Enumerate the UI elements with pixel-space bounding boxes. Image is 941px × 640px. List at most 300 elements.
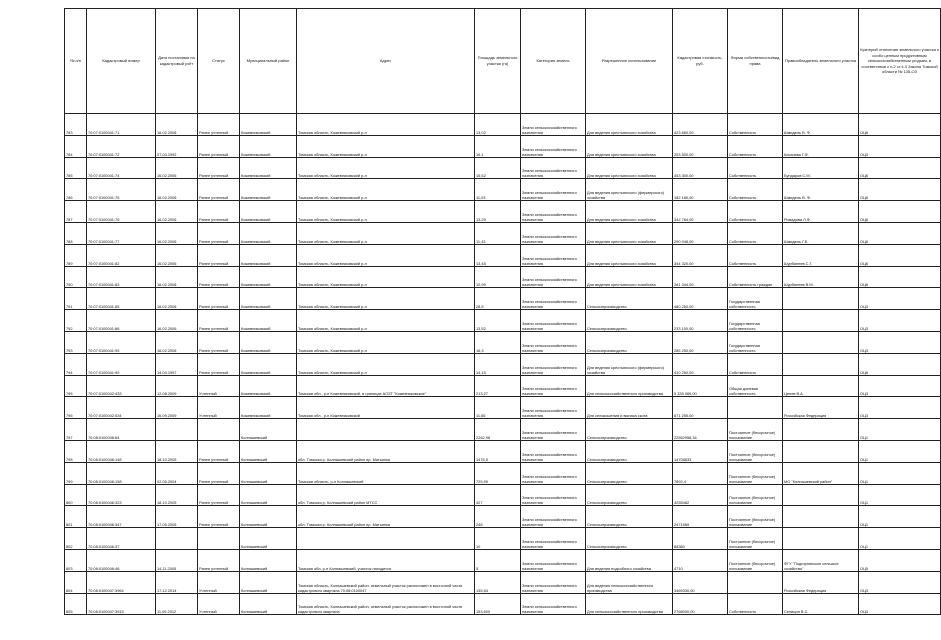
registration-date-cell: 02.05.2004 <box>156 462 198 484</box>
area-cell: 135,54 <box>475 571 521 593</box>
land-category-cell: Земли сельскохозяйственного назначения <box>521 157 586 179</box>
ownership-form-cell: Собственность <box>728 353 783 375</box>
registration-date-cell: 16.02.2006 <box>156 288 198 310</box>
district-cell: Колпашевский <box>240 549 297 571</box>
address-cell: Томская область, Кожевниковский р-н <box>297 288 475 310</box>
table-row <box>65 397 941 419</box>
cadastral-value-cell: 344 320,00 <box>673 244 728 266</box>
permitted-use-cell: Сельхозпроизводство <box>586 288 673 310</box>
permitted-use-cell: Сельхозпроизводство <box>586 528 673 550</box>
cadastral-number-cell: 70:07:0100041:72 <box>87 135 156 157</box>
cadastral-value-cell: 290 048,00 <box>673 222 728 244</box>
cadastral-value-cell: 7892,4 <box>673 462 728 484</box>
permitted-use-cell: Для ведения крестьянского (фермерского) хозяйства <box>586 179 673 201</box>
number-cell: 790 <box>65 266 87 288</box>
address-cell: Томская область, Кожевниковский р-н <box>297 179 475 201</box>
table-row <box>65 222 941 244</box>
cadastral-value-cell: 342 784,00 <box>673 201 728 223</box>
area-cell: 153,600 <box>475 593 521 615</box>
area-cell: 5 <box>475 549 521 571</box>
cadastral-number-cell: 70:07:0100041:95 <box>87 331 156 353</box>
table-row <box>65 419 941 441</box>
district-cell: Кожевниковский <box>240 135 297 157</box>
number-cell: 787 <box>65 201 87 223</box>
cadastral-number-cell: 70:08:0100046:37 <box>87 528 156 550</box>
criterion-cell: ОЦ3 <box>859 593 941 615</box>
status-cell: Учтенный <box>198 571 240 593</box>
registration-date-cell: 16.02.2006 <box>156 310 198 332</box>
permitted-use-cell: Сельхозпроизводство <box>586 310 673 332</box>
number-cell: 793 <box>65 331 87 353</box>
criterion-cell: ОЦ5 <box>859 549 941 571</box>
cadastral-value-cell: 480 250,00 <box>673 288 728 310</box>
rights-holder-cell: Шурбалеев С.Г. <box>783 244 859 266</box>
table-row <box>65 288 941 310</box>
area-cell: 11,03 <box>475 179 521 201</box>
ownership-form-cell: Государственная собственность <box>728 331 783 353</box>
land-category-cell: Земли сельскохозяйственного назначения <box>521 484 586 506</box>
criterion-cell: ОЦ3 <box>859 571 941 593</box>
status-cell: Ранее учтенный <box>198 484 240 506</box>
status-cell: Ранее учтенный <box>198 353 240 375</box>
address-cell: обл. Томская р. Колпашевский район МТСС <box>297 484 475 506</box>
status-cell: Ранее учтенный <box>198 331 240 353</box>
ownership-form-cell: Государственная собственность <box>728 288 783 310</box>
area-cell: 15,52 <box>475 157 521 179</box>
rights-holder-cell: Российская Федерация <box>783 571 859 593</box>
area-cell: 1476,5 <box>475 440 521 462</box>
area-cell: 14,15 <box>475 353 521 375</box>
cadastral-value-cell: 5 335 069,00 <box>673 375 728 397</box>
cadastral-number-cell: 70:07:0100041:77 <box>87 222 156 244</box>
district-cell: Кожевниковский <box>240 201 297 223</box>
cadastral-number-cell: 70:08:0100047:3919 <box>87 593 156 615</box>
address-cell: Томская обл., р-н Кожевниковский, в границах АОЗТ "Кожевниковское" <box>297 375 475 397</box>
table-row <box>65 157 941 179</box>
rights-holder-cell: МО "Колпашевский район" <box>783 462 859 484</box>
area-cell: 427 <box>475 484 521 506</box>
address-cell: Томская область, р-н Колпашевский <box>297 462 475 484</box>
address-cell: Томская область, Кожевниковский р-н <box>297 266 475 288</box>
rights-holder-cell <box>783 288 859 310</box>
rights-holder-cell <box>783 419 859 441</box>
permitted-use-cell: Для ведения крестьянского хозяйства <box>586 157 673 179</box>
address-cell: Томская область, Кожевниковский р-н <box>297 353 475 375</box>
number-cell: 794 <box>65 353 87 375</box>
registration-date-cell: 07.04.1992 <box>156 135 198 157</box>
table-row <box>65 462 941 484</box>
criterion-cell: ОЦ1 <box>859 528 941 550</box>
table-row <box>65 201 941 223</box>
criterion-cell: ОЦ3 <box>859 397 941 419</box>
ownership-form-cell: Постоянное (бессрочное) пользование <box>728 484 783 506</box>
registration-date-cell: 16.02.2006 <box>156 157 198 179</box>
status-cell: Учтенный <box>198 593 240 615</box>
district-cell: Колпашевский <box>240 506 297 528</box>
district-cell: Кожевниковский <box>240 222 297 244</box>
status-cell: Ранее учтенный <box>198 135 240 157</box>
col-number-header: № п/п <box>65 9 87 114</box>
land-category-cell: Земли сельскохозяйственного назначения <box>521 244 586 266</box>
status-cell <box>198 419 240 441</box>
rights-holder-cell <box>783 440 859 462</box>
address-cell: Томская обл., р-н Кожевниковский <box>297 397 475 419</box>
table-row <box>65 266 941 288</box>
table-row <box>65 593 941 615</box>
permitted-use-cell: Для ведения крестьянского (фермерского) хозяйства <box>586 353 673 375</box>
cadastral-number-cell: 70:07:0100041:75 <box>87 179 156 201</box>
table-row <box>65 571 941 593</box>
land-category-cell: Земли сельскохозяйственного назначения <box>521 462 586 484</box>
cadastral-number-cell: 70:08:0100046:158 <box>87 462 156 484</box>
criterion-cell: ОЦ1 <box>859 440 941 462</box>
area-cell: 10,99 <box>475 266 521 288</box>
cadastral-value-cell: 3469330,00 <box>673 571 728 593</box>
area-cell: 11,65 <box>475 397 521 419</box>
address-cell: обл. Томская р. Колпашевский район пр. Матьянка <box>297 506 475 528</box>
rights-holder-cell <box>783 506 859 528</box>
cadastral-number-cell: 70:08:0100046:347 <box>87 506 156 528</box>
permitted-use-cell: Для ведения крестьянского хозяйства <box>586 244 673 266</box>
address-cell: Томская область, Кожевниковский р-н <box>297 244 475 266</box>
status-cell: Ранее учтенный <box>198 310 240 332</box>
registration-date-cell: 14.04.1997 <box>156 353 198 375</box>
cadastral-number-cell: 70:07:0100041:86 <box>87 310 156 332</box>
ownership-form-cell: Собственность <box>728 179 783 201</box>
criterion-cell: ОЦ6 <box>859 266 941 288</box>
land-category-cell: Земли сельскохозяйственного назначения <box>521 331 586 353</box>
rights-holder-cell <box>783 310 859 332</box>
ownership-form-cell: Постоянное (бессрочное) пользование <box>728 549 783 571</box>
area-cell: 11,43 <box>475 222 521 244</box>
number-cell: 802 <box>65 528 87 550</box>
registration-date-cell: 11.09.2012 <box>156 593 198 615</box>
criterion-cell: ОЦ6 <box>859 201 941 223</box>
criterion-cell: ОЦ1 <box>859 462 941 484</box>
district-cell: Кожевниковский <box>240 397 297 419</box>
permitted-use-cell: Сельхозпроизводство <box>586 484 673 506</box>
registration-date-cell: 18.10.2005 <box>156 440 198 462</box>
number-cell: 792 <box>65 310 87 332</box>
ownership-form-cell: Собственность <box>728 593 783 615</box>
ownership-form-cell: Собственность граждан <box>728 266 783 288</box>
number-cell: 795 <box>65 375 87 397</box>
registration-date-cell: 16.02.2006 <box>156 244 198 266</box>
ownership-form-cell: Собственность <box>728 157 783 179</box>
district-cell: Колпашевский <box>240 462 297 484</box>
number-cell: 789 <box>65 244 87 266</box>
criterion-cell: ОЦ6 <box>859 244 941 266</box>
land-category-cell: Земли сельскохозяйственного назначения <box>521 266 586 288</box>
cadastral-value-cell: 182 180,00 <box>673 179 728 201</box>
permitted-use-cell: Для ведения крестьянского хозяйства <box>586 201 673 223</box>
register-sheet <box>64 8 939 615</box>
criterion-cell: ОЦ6 <box>859 353 941 375</box>
area-cell: 10 <box>475 528 521 550</box>
registration-date-cell: 18.10.2005 <box>156 484 198 506</box>
registration-date-cell: 17.05.2005 <box>156 506 198 528</box>
land-category-cell: Земли сельскохозяйственного назначения <box>521 375 586 397</box>
status-cell: Ранее учтенный <box>198 114 240 136</box>
number-cell: 786 <box>65 179 87 201</box>
rights-holder-cell: Ромадова Л.Ф. <box>783 201 859 223</box>
permitted-use-cell: Для сельскохозяйственного производства <box>586 593 673 615</box>
table-row <box>65 244 941 266</box>
criterion-cell: ОЦ1 <box>859 506 941 528</box>
cadastral-value-cell: 2768000,00 <box>673 593 728 615</box>
table-row <box>65 506 941 528</box>
land-category-cell: Земли сельскохозяйственного назначения <box>521 593 586 615</box>
cadastral-value-cell: 285 250,00 <box>673 331 728 353</box>
status-cell: Ранее учтенный <box>198 157 240 179</box>
ownership-form-cell: Собственность <box>728 135 783 157</box>
address-cell: Томская область, Кожевниковский р-н <box>297 135 475 157</box>
registration-date-cell: 12.08.2009 <box>156 375 198 397</box>
number-cell: 785 <box>65 157 87 179</box>
ownership-form-cell: Постоянное (бессрочное) пользование <box>728 440 783 462</box>
cadastral-number-cell: 70:07:0100041:76 <box>87 201 156 223</box>
district-cell: Кожевниковский <box>240 353 297 375</box>
address-cell: Томская область, Кожевниковский р-н <box>297 331 475 353</box>
cadastral-value-cell: 871 255,00 <box>673 397 728 419</box>
number-cell: 784 <box>65 135 87 157</box>
area-cell: 13,45 <box>475 244 521 266</box>
ownership-form-cell <box>728 571 783 593</box>
registration-date-cell: 16.02.2006 <box>156 114 198 136</box>
address-cell: Томская область, Колпашевский район, земельный участок расположен в восточной части кадастрового квартала 70:08:0100047 <box>297 571 475 593</box>
registration-date-cell: 16.02.2006 <box>156 179 198 201</box>
area-cell: 725,99 <box>475 462 521 484</box>
address-cell <box>297 419 475 441</box>
status-cell: Ранее учтенный <box>198 244 240 266</box>
land-category-cell: Земли сельскохозяйственного назначения <box>521 114 586 136</box>
address-cell: Томская область, Колпашевский район, земельный участок расположен в восточной части кадастрового квартала <box>297 593 475 615</box>
table-row <box>65 310 941 332</box>
address-cell: Томская область, Кожевниковский р-н <box>297 201 475 223</box>
criterion-cell: ОЦ3 <box>859 375 941 397</box>
col-criterion-header: Критерий отнесения земельного участка к особо ценным продуктивным сельскохозяйственным угодьям, в соответствии с п.2 ст.4.3 Закона Томской области № 135-ОЗ <box>859 9 941 114</box>
address-cell: Томская область, Кожевниковский р-н <box>297 222 475 244</box>
ownership-form-cell: Государственная собственность <box>728 310 783 332</box>
district-cell: Кожевниковский <box>240 331 297 353</box>
col-district-header: Муниципальный район <box>240 9 297 114</box>
criterion-cell: ОЦ3 <box>859 288 941 310</box>
status-cell: Ранее учтенный <box>198 222 240 244</box>
number-cell: 798 <box>65 440 87 462</box>
rights-holder-cell: Бундаров С.М. <box>783 157 859 179</box>
permitted-use-cell: Для ведения подсобного хозяйства <box>586 549 673 571</box>
address-cell <box>297 528 475 550</box>
permitted-use-cell: Для ведения крестьянского хозяйства <box>586 135 673 157</box>
table-row <box>65 114 941 136</box>
address-cell: Томская область, Кожевниковский р-н <box>297 114 475 136</box>
rights-holder-cell <box>783 331 859 353</box>
land-register-table <box>64 8 941 615</box>
rights-holder-cell: Ценев В.А. <box>783 375 859 397</box>
rights-holder-cell: Шмидель В. Ф. <box>783 179 859 201</box>
col-rights-holder-header: Правообладатель земельного участка <box>783 9 859 114</box>
rights-holder-cell <box>783 484 859 506</box>
criterion-cell: ОЦ6 <box>859 157 941 179</box>
number-cell: 783 <box>65 114 87 136</box>
land-category-cell: Земли сельскохозяйственного назначения <box>521 397 586 419</box>
cadastral-number-cell: 70:07:0100041:85 <box>87 288 156 310</box>
district-cell: Кожевниковский <box>240 288 297 310</box>
cadastral-value-cell: 14708833 <box>673 440 728 462</box>
cadastral-value-cell: 4710 <box>673 549 728 571</box>
district-cell: Кожевниковский <box>240 157 297 179</box>
registration-date-cell <box>156 528 198 550</box>
rights-holder-cell <box>783 353 859 375</box>
area-cell: 13,29 <box>475 201 521 223</box>
rights-holder-cell: Шмидель Г.Б. <box>783 222 859 244</box>
status-cell: Ранее учтенный <box>198 266 240 288</box>
land-category-cell: Земли сельскохозяйственного назначения <box>521 528 586 550</box>
address-cell: Томская обл, р-н Колпашевский, участок находится <box>297 549 475 571</box>
area-cell: 213,27 <box>475 375 521 397</box>
status-cell: Учтенный <box>198 375 240 397</box>
address-cell: Томская область, Кожевниковский р-н <box>297 157 475 179</box>
land-category-cell: Земли сельскохозяйственного назначения <box>521 440 586 462</box>
status-cell: Ранее учтенный <box>198 440 240 462</box>
permitted-use-cell: Сельхозпроизводство <box>586 506 673 528</box>
permitted-use-cell: Сельхозпроизводство <box>586 331 673 353</box>
criterion-cell: ОЦ3 <box>859 331 941 353</box>
area-cell: 28,5 <box>475 288 521 310</box>
district-cell: Кожевниковский <box>240 266 297 288</box>
district-cell: Колпашевский <box>240 593 297 615</box>
permitted-use-cell: Сельхозпроизводство <box>586 419 673 441</box>
district-cell: Колпашевский <box>240 419 297 441</box>
col-registration-date-header: Дата постановки на кадастровый учёт <box>156 9 198 114</box>
criterion-cell: ОЦ1 <box>859 419 941 441</box>
col-status-header: Статус <box>198 9 240 114</box>
col-ownership-form-header: Форма собственности/вид права <box>728 9 783 114</box>
number-cell: 788 <box>65 222 87 244</box>
cadastral-number-cell: 70:07:0100041:99 <box>87 353 156 375</box>
number-cell: 791 <box>65 288 87 310</box>
land-category-cell: Земли сельскохозяйственного назначения <box>521 201 586 223</box>
criterion-cell: ОЦ3 <box>859 310 941 332</box>
registration-date-cell: 16.02.2006 <box>156 266 198 288</box>
ownership-form-cell: Общая долевая собственность <box>728 375 783 397</box>
number-cell: 796 <box>65 397 87 419</box>
number-cell: 799 <box>65 462 87 484</box>
criterion-cell: ОЦ6 <box>859 222 941 244</box>
cadastral-value-cell: 253 500,00 <box>673 135 728 157</box>
permitted-use-cell: Сельхозпроизводство <box>586 462 673 484</box>
table-row <box>65 179 941 201</box>
cadastral-value-cell: 233 100,00 <box>673 310 728 332</box>
rights-holder-cell <box>783 528 859 550</box>
col-permitted-use-header: Разрешенное использование <box>586 9 673 114</box>
ownership-form-cell: Собственность <box>728 201 783 223</box>
registration-date-cell: 17.12.2014 <box>156 571 198 593</box>
cadastral-number-cell: 70:08:0100046:64 <box>87 419 156 441</box>
status-cell: Учтенный <box>198 397 240 419</box>
land-category-cell: Земли сельскохозяйственного назначения <box>521 222 586 244</box>
registration-date-cell: 14.11.2005 <box>156 549 198 571</box>
address-cell: Томская область, Кожевниковский р-н <box>297 310 475 332</box>
registration-date-cell: 16.02.2006 <box>156 201 198 223</box>
area-cell: 2262,98 <box>475 419 521 441</box>
cadastral-value-cell: 453 300,00 <box>673 157 728 179</box>
number-cell: 805 <box>65 593 87 615</box>
registration-date-cell: 16.02.2006 <box>156 222 198 244</box>
cadastral-number-cell: 70:08:0100046:46 <box>87 549 156 571</box>
permitted-use-cell: Для сенокошения и выпаса скота <box>586 397 673 419</box>
cadastral-number-cell: 70:07:0100041:83 <box>87 266 156 288</box>
table-row <box>65 353 941 375</box>
district-cell: Кожевниковский <box>240 114 297 136</box>
col-land-category-header: Категория земель <box>521 9 586 114</box>
district-cell: Колпашевский <box>240 571 297 593</box>
cadastral-value-cell: 281 344,00 <box>673 266 728 288</box>
criterion-cell: ОЦ3 <box>859 135 941 157</box>
table-row <box>65 331 941 353</box>
number-cell: 800 <box>65 484 87 506</box>
permitted-use-cell: Для ведения крестьянского хозяйства <box>586 266 673 288</box>
land-category-cell: Земли сельскохозяйственного назначения <box>521 549 586 571</box>
cadastral-value-cell: 423 660,00 <box>673 114 728 136</box>
land-category-cell: Земли сельскохозяйственного назначения <box>521 179 586 201</box>
cadastral-number-cell: 70:08:0100046:323 <box>87 484 156 506</box>
land-category-cell: Земли сельскохозяйственного назначения <box>521 571 586 593</box>
cadastral-value-cell: 88360 <box>673 528 728 550</box>
col-address-header: Адрес <box>297 9 475 114</box>
cadastral-value-cell: 4255482 <box>673 484 728 506</box>
status-cell: Ранее учтенный <box>198 462 240 484</box>
district-cell: Кожевниковский <box>240 244 297 266</box>
permitted-use-cell: Для сельскохозяйственного производства <box>586 375 673 397</box>
col-area-header: Площадь земельного участка (га) <box>475 9 521 114</box>
rights-holder-cell: Селицин В.С. <box>783 593 859 615</box>
number-cell: 804 <box>65 571 87 593</box>
status-cell: Ранее учтенный <box>198 549 240 571</box>
area-cell: 13,02 <box>475 114 521 136</box>
district-cell: Кожевниковский <box>240 375 297 397</box>
district-cell: Колпашевский <box>240 528 297 550</box>
status-cell: Ранее учтенный <box>198 288 240 310</box>
district-cell: Кожевниковский <box>240 310 297 332</box>
ownership-form-cell: Постоянное (бессрочное) пользование <box>728 462 783 484</box>
land-category-cell: Земли сельскохозяйственного назначения <box>521 353 586 375</box>
land-category-cell: Земли сельскохозяйственного назначения <box>521 310 586 332</box>
cadastral-value-cell: 22552958,34 <box>673 419 728 441</box>
district-cell: Колпашевский <box>240 440 297 462</box>
rights-holder-cell: Шмидель В. Ф. <box>783 114 859 136</box>
header-row <box>65 9 941 114</box>
cadastral-number-cell: 70:07:0100042:433 <box>87 375 156 397</box>
land-category-cell: Земли сельскохозяйственного назначения <box>521 419 586 441</box>
cadastral-value-cell: 410 250,00 <box>673 353 728 375</box>
area-cell: 16,1 <box>475 135 521 157</box>
land-category-cell: Земли сельскохозяйственного назначения <box>521 288 586 310</box>
land-category-cell: Земли сельскохозяйственного назначения <box>521 135 586 157</box>
cadastral-number-cell: 70:08:0100046:148 <box>87 440 156 462</box>
cadastral-number-cell: 70:07:0100042:534 <box>87 397 156 419</box>
ownership-form-cell: Собственность <box>728 244 783 266</box>
criterion-cell: ОЦ6 <box>859 114 941 136</box>
registration-date-cell <box>156 419 198 441</box>
status-cell <box>198 528 240 550</box>
area-cell: 13,52 <box>475 310 521 332</box>
permitted-use-cell: Для ведения крестьянского хозяйства <box>586 222 673 244</box>
area-cell: 248 <box>475 506 521 528</box>
district-cell: Колпашевский <box>240 484 297 506</box>
cadastral-number-cell: 70:07:0100041:74 <box>87 157 156 179</box>
col-cadastral-number-header: Кадастровый номер <box>87 9 156 114</box>
